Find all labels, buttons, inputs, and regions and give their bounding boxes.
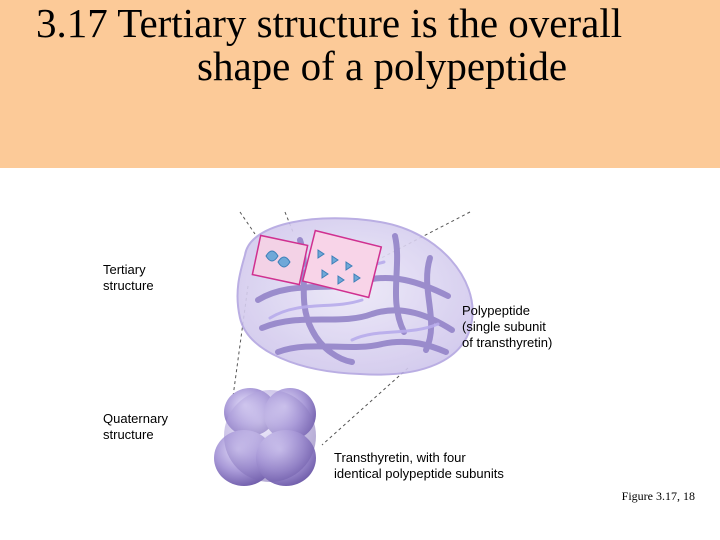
slide-title-line-1: 3.17 Tertiary structure is the overall xyxy=(36,0,623,46)
transthyretin-tetramer-drawing xyxy=(214,388,316,486)
slide-title xyxy=(0,2,720,88)
slide-title-line-2: shape of a polypeptide xyxy=(197,43,568,89)
protein-structure-figure xyxy=(0,168,720,540)
label-tertiary-structure: Tertiary structure xyxy=(103,262,154,293)
label-transthyretin: Transthyretin, with four identical polypeptide subunits xyxy=(334,450,504,481)
polypeptide-subunit-drawing xyxy=(237,218,472,374)
figure-credit: Figure 3.17, 18 xyxy=(621,489,695,503)
label-quaternary-structure: Quaternary structure xyxy=(103,411,169,442)
label-polypeptide: Polypeptide (single subunit of transthyretin) xyxy=(462,303,553,350)
